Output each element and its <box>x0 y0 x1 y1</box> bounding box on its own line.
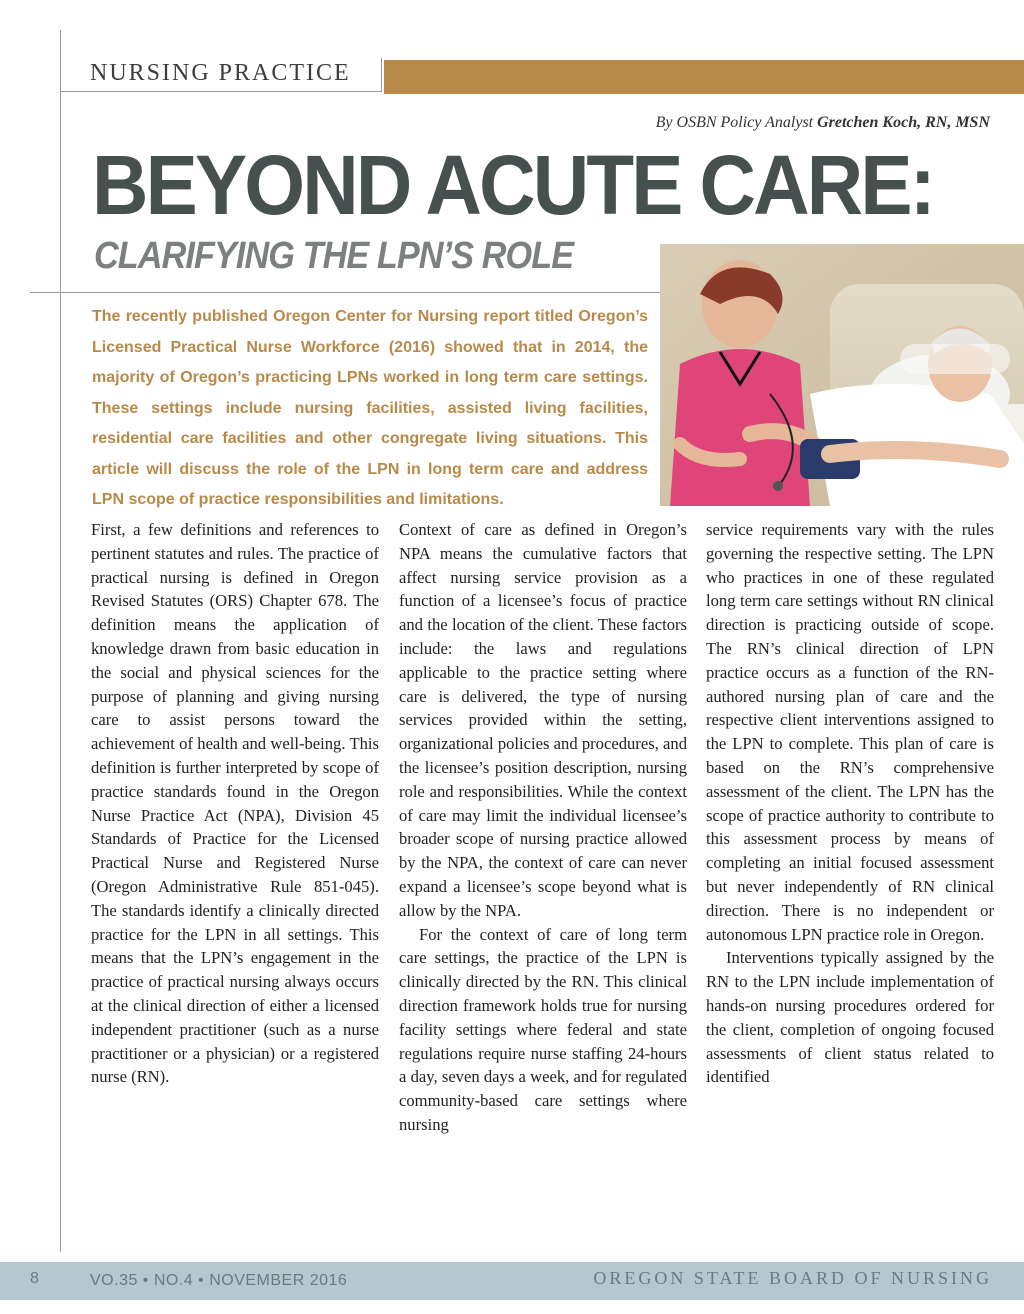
byline-prefix: By OSBN Policy Analyst <box>655 114 814 131</box>
page-number: 8 <box>30 1270 39 1287</box>
byline-author: Gretchen Koch, RN, MSN <box>817 114 990 131</box>
article-intro: The recently published Oregon Center for Nursing report titled Oregon’s Licensed Practical Nurse Workforce (2016) showed that in 2014, the majority of Oregon’s practicing LPNs worked in long term care settings. These settings include nursing facilities, assisted living facilities, residential care facilities and other congregate living situations. This article will discuss the role of the LPN in long term care and address LPN scope of practice responsibilities and limitations. <box>92 308 648 508</box>
body-column-3 <box>706 518 994 1089</box>
body-paragraph: Interventions typically assigned by the RN to the LPN include implementation of hands-on nursing procedures ordered for the client, completion of ongoing focused assessments of client status related to identified <box>706 948 994 1087</box>
margin-rule <box>60 30 61 1252</box>
header-divider <box>381 58 382 92</box>
header-rule <box>60 91 382 92</box>
nurse-taking-blood-pressure-photo <box>660 244 1024 506</box>
body-paragraph: For the context of care of long term care settings, the practice of the LPN is clinically directed by the RN. This clinical direction framework holds true for nursing facility settings where federal and state regulations require nurse staffing 24-hours a day, seven days a week, and for regulated community-based care settings where nursing <box>399 924 687 1134</box>
body-paragraph: service requirements vary with the rules governing the respective setting. The LPN who practices in one of these regulated long term care settings without RN clinical direction is practicing outside of scope. The RN’s clinical direction of LPN practice occurs as a function of the RN-authored nursing plan of care and the respective client interventions assigned to the LPN to complete. This plan of care is based on the RN’s comprehensive assessment of the client. The LPN has the scope of practice authority to contribute to this assessment process by means of completing an initial focused assessment but never independently of RN clinical direction. There is no independent or autonomous LPN practice role in Oregon. <box>706 520 994 944</box>
body-column-2 <box>399 518 687 1137</box>
article-subtitle: CLARIFYING THE LPN’S ROLE <box>94 235 574 277</box>
issue-info: VO.35 • NO.4 • NOVEMBER 2016 <box>90 1272 348 1289</box>
body-column-1 <box>91 518 379 1089</box>
organization-name: OREGON STATE BOARD OF NURSING <box>593 1268 992 1288</box>
article-title: BEYOND ACUTE CARE: <box>92 138 933 232</box>
byline <box>656 114 990 132</box>
body-paragraph: First, a few definitions and references to pertinent statutes and rules. The practice of practical nursing is defined in Oregon Revised Statutes (ORS) Chapter 678. The definition means the application of knowledge drawn from basic education in the social and physical sciences for the purpose of planning and giving nursing care to assist persons toward the achievement of health and well-being. This definition is further interpreted by scope of practice standards found in the Oregon Nurse Practice Act (NPA), Division 45 Standards of Practice for the Licensed Practical Nurse and Registered Nurse (Oregon Administrative Rule 851-045). The standards identify a clinically directed practice for the LPN in all settings. This means that the LPN’s engagement in the practice of practical nursing always occurs at the clinical direction of either a licensed independent practitioner (such as a nurse practitioner or a physician) or a registered nurse (RN). <box>91 520 379 1087</box>
title-rule <box>30 292 660 293</box>
header-accent-bar <box>384 60 1024 94</box>
body-paragraph: Context of care as defined in Oregon’s NPA means the cumulative factors that affect nursing service provision as a function of a licensee’s focus of practice and the location of the client. These factors include: the laws and regulations applicable to the practice setting where care is delivered, the type of nursing services provided within the setting, organizational policies and procedures, and the licensee’s position description, nursing role and responsibilities. While the context of care may limit the individual licensee’s broader scope of nursing practice allowed by the NPA, the context of care can never expand a licensee’s scope beyond what is allow by the NPA. <box>399 520 687 920</box>
section-label: NURSING PRACTICE <box>90 60 351 86</box>
